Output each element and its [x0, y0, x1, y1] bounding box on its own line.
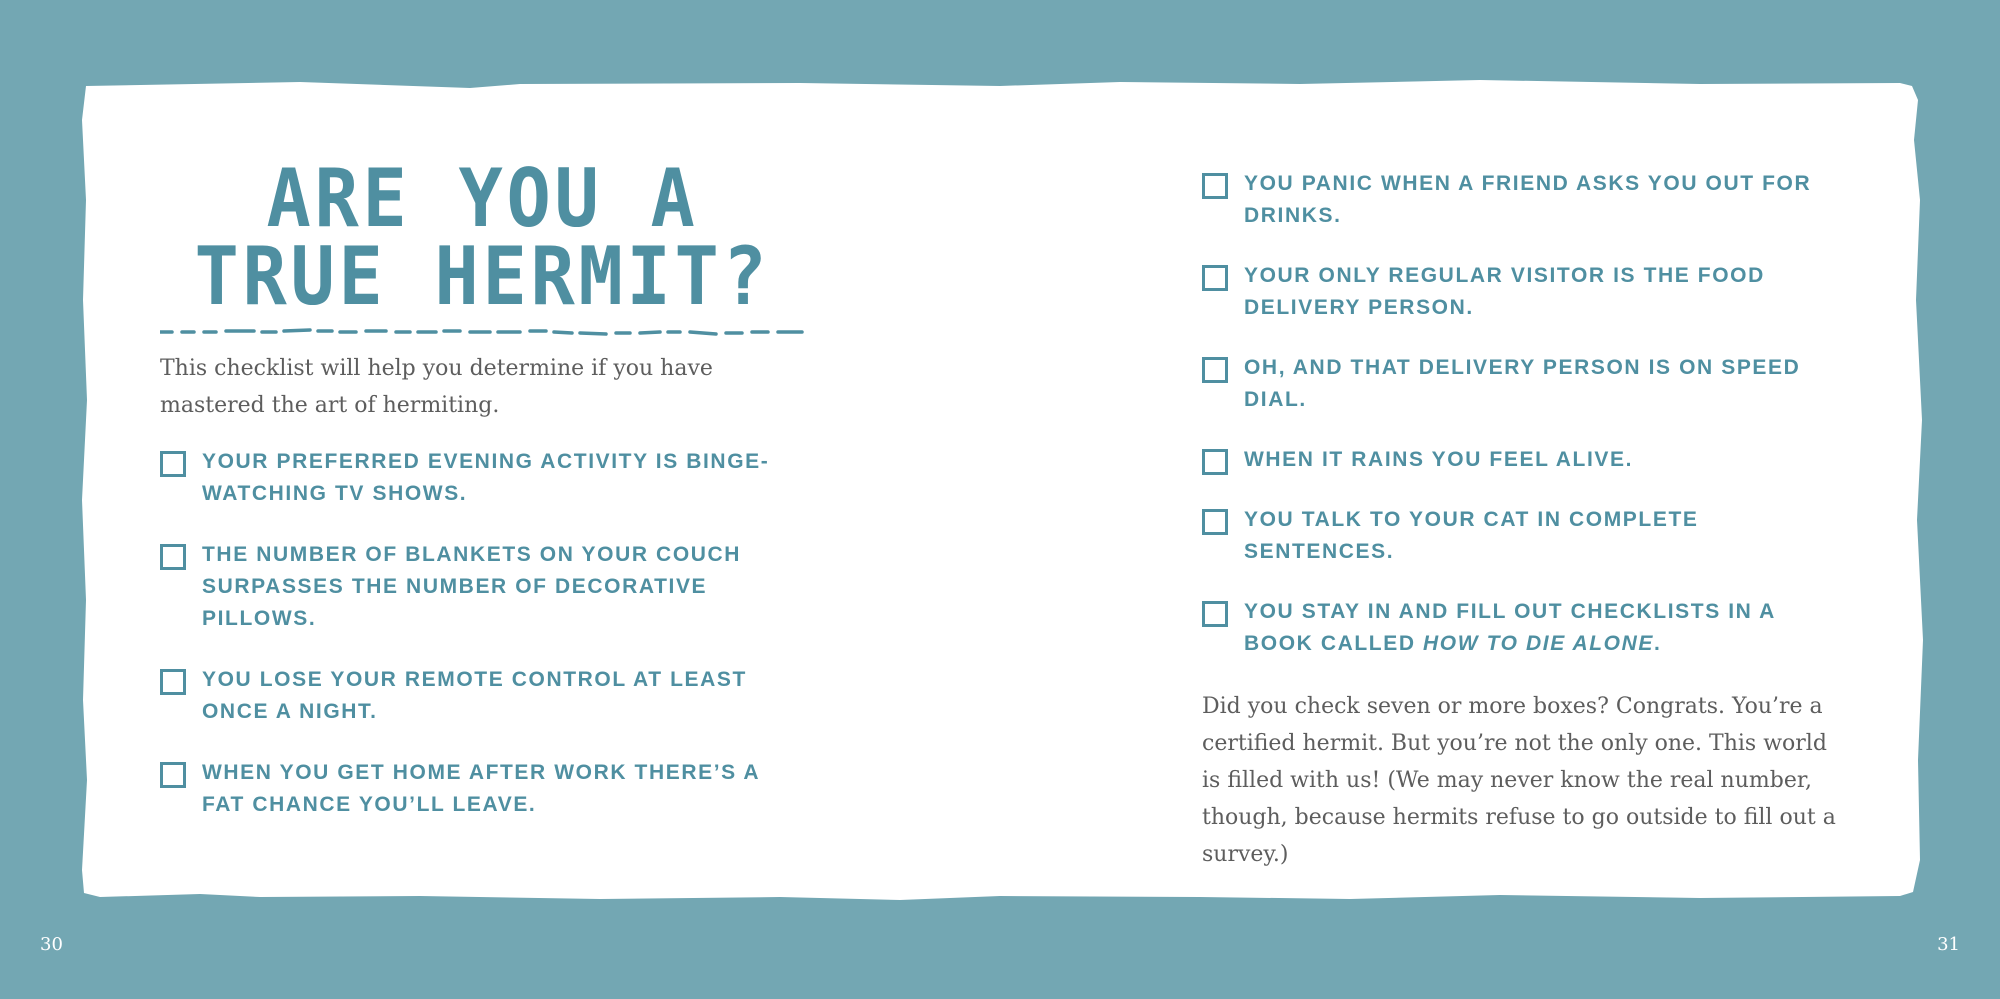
checklist-item: [1202, 596, 1842, 660]
title-line-2: TRUE HERMIT?: [194, 230, 771, 323]
page-title: [186, 152, 779, 323]
checkbox[interactable]: [1202, 357, 1228, 383]
checkbox[interactable]: [1202, 265, 1228, 291]
checklist-item-label: WHEN IT RAINS YOU FEEL ALIVE.: [1244, 448, 1634, 471]
checklist-item: [1202, 352, 1842, 416]
checkbox[interactable]: [1202, 601, 1228, 627]
title-underline: [160, 324, 805, 340]
checklist-item-label: YOU PANIC WHEN A FRIEND ASKS YOU OUT FOR DRINKS.: [1244, 172, 1812, 227]
checklist-item: [1202, 260, 1842, 324]
checklist-item: [160, 539, 805, 635]
checklist-item: [160, 664, 805, 728]
book-title: HOW TO DIE ALONE: [1423, 632, 1654, 655]
checkbox[interactable]: [160, 451, 186, 477]
checklist-item: [1202, 168, 1842, 232]
page-number-left: 30: [40, 934, 63, 955]
checklist-item-label: [1244, 596, 1842, 660]
intro-text: This checklist will help you determine if you have mastered the art of hermiting.: [160, 356, 713, 418]
checklist-item: [160, 757, 805, 821]
checkbox[interactable]: [1202, 173, 1228, 199]
right-page-content: [1202, 168, 1842, 873]
checklist-item-label: YOUR PREFERRED EVENING ACTIVITY IS BINGE-WATCHING TV SHOWS.: [202, 450, 770, 505]
title-line-1: ARE YOU A: [266, 152, 699, 245]
dashed-underline-icon: [160, 324, 805, 340]
checkbox[interactable]: [160, 544, 186, 570]
checkbox[interactable]: [1202, 509, 1228, 535]
checkbox[interactable]: [160, 762, 186, 788]
checklist-item-label: OH, AND THAT DELIVERY PERSON IS ON SPEED DIAL.: [1244, 356, 1801, 411]
checklist-item-label: YOU TALK TO YOUR CAT IN COMPLETE SENTENCES.: [1244, 508, 1699, 563]
checklist-item-label: THE NUMBER OF BLANKETS ON YOUR COUCH SURPASSES THE NUMBER OF DECORATIVE PILLOWS.: [202, 543, 742, 630]
checklist-item-label-start: YOU STAY IN AND FILL OUT CHECKLISTS IN A BOOK CALLED: [1244, 600, 1776, 655]
checklist-item: [1202, 444, 1842, 476]
checkbox[interactable]: [160, 669, 186, 695]
checklist-item-label: YOU LOSE YOUR REMOTE CONTROL AT LEAST ONCE A NIGHT.: [202, 668, 747, 723]
checklist-item: [1202, 504, 1842, 568]
left-page-content: [160, 152, 805, 850]
outro-text: Did you check seven or more boxes? Congrats. You’re a certified hermit. But you’re not the only one. This world is filled with us! (We may never know the real number, though, because hermits refuse to go outside to fill out a survey.): [1202, 694, 1836, 867]
page-number-right: 31: [1937, 934, 1960, 955]
checklist-item: [160, 446, 805, 510]
checkbox[interactable]: [1202, 449, 1228, 475]
checklist-item-label-end: .: [1653, 632, 1662, 655]
checklist-item-label: YOUR ONLY REGULAR VISITOR IS THE FOOD DELIVERY PERSON.: [1244, 264, 1765, 319]
checklist-item-label: WHEN YOU GET HOME AFTER WORK THERE’S A FAT CHANCE YOU’LL LEAVE.: [202, 761, 760, 816]
